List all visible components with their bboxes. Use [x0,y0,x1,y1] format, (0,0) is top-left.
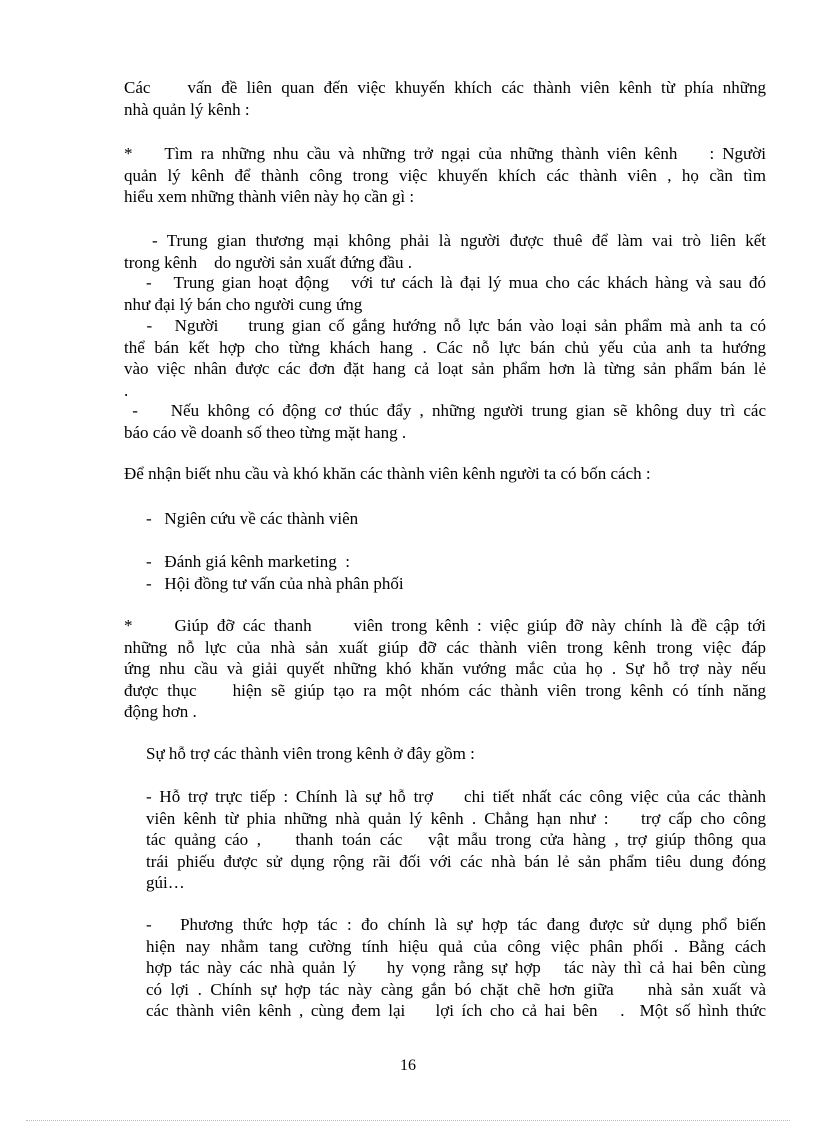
text-line: - Người trung gian cố gắng hướng nỗ lực bán vào loại sản phẩm mà anh ta có [124,316,766,335]
text-line: như đại lý bán cho người cung ứng [124,294,363,314]
text-line: - Hỗ trợ trực tiếp : Chính là sự hỗ trợ chi tiết nhất các công việc của các thành [146,787,766,806]
paragraph-intermediary-4 [124,400,766,443]
text-line: quản lý kênh để thành công trong việc khuyến khích các thành viên , họ cần tìm [124,165,766,185]
text-line: hợp tác này các nhà quản lý hy vọng rằng sự hợp tác này thì cả hai bên cùng [146,958,766,977]
paragraph-support-members [124,615,766,723]
text-line: tác quảng cáo , thanh toán các vật mẫu trong cửa hàng , trợ giúp thông qua [146,830,766,849]
paragraph-find-needs [124,143,766,208]
text-line: * Giúp đỡ các thanh viên trong kênh : việc giúp đỡ này chính là đề cập tới [124,616,766,635]
paragraph-intermediary-3 [124,315,766,401]
text-line: báo cáo về doanh số theo từng mặt hang . [124,422,407,442]
text-line: - Ngiên cứu về các thành viên [146,509,359,528]
text-line: các thành viên kênh , cùng đem lại lợi ích cho cả hai bên . Một số hình thức [146,1001,766,1020]
paragraph-direct-support [146,786,766,894]
text-line: trong kênh do người sản xuất đứng đầu . [124,252,413,272]
text-line: - Đánh giá kênh marketing : [146,552,350,571]
paragraph-four-ways [124,463,766,485]
text-line: vào việc nhân được các đơn đặt hang cả loạt sản phẩm hơn là từng sản phẩm bán lẻ [124,359,766,378]
text-line: Để nhận biết nhu cầu và khó khăn các thành viên kênh người ta có bốn cách : [124,464,651,483]
text-line: - Nếu không có động cơ thúc đẩy , những người trung gian sẽ không duy trì các [124,401,766,420]
text-line: những nỗ lực của nhà sản xuất giúp đỡ các thành viên trong kênh trong việc đáp [124,637,766,657]
text-line: - Trung gian hoạt động với tư cách là đại lý mua cho các khách hàng và sau đó [124,273,766,292]
text-line: ứng nhu cầu và giải quyết những khó khăn vướng mắc của họ . Sự hỗ trợ này nếu [124,659,766,678]
text-line: - Phương thức hợp tác : đo chính là sự hợp tác đang được sử dụng phổ biến [146,915,766,934]
text-line: - Trung gian thương mại không phải là người được thuê để làm vai trò liên kết [124,231,766,250]
text-line: nhà quản lý kênh : [124,99,250,119]
text-line: - Hội đồng tư vấn của nhà phân phối [146,573,404,593]
list-item-research [146,508,766,530]
page-number: 16 [400,1057,416,1074]
text-line: viên kênh từ phia những nhà quản lý kênh . Chẳng hạn như : trợ cấp cho công [146,808,766,828]
list-items-evaluation [146,551,766,594]
paragraph-intermediary-1 [124,230,766,273]
text-line: hiểu xem những thành viên này họ cần gì : [124,187,415,206]
paragraph-cooperation [146,914,766,1022]
text-line: * Tìm ra những nhu cầu và những trở ngại của những thành viên kênh : Người [124,144,766,163]
text-line: Các vấn đề liên quan đến việc khuyến khích các thành viên kênh từ phía những [124,78,766,97]
page-bottom-divider [26,1120,790,1121]
paragraph-intermediary-2 [124,272,766,315]
text-line: có lợi . Chính sự hợp tác này càng gắn bó chặt chẽ hơn giữa nhà sản xuất và [146,979,766,999]
text-line: . [124,380,129,400]
paragraph-support-includes [146,743,766,765]
text-line: được thục hiện sẽ giúp tạo ra một nhóm các thành viên trong kênh có tính năng [124,680,766,700]
text-line: Sự hỗ trợ các thành viên trong kênh ở đây gồm : [146,744,475,763]
text-line: động hơn . [124,702,197,721]
paragraph-intro [124,77,766,120]
text-line: hiện nay nhằm tang cường tính hiệu quả của công việc phân phối . Bằng cách [146,936,766,956]
text-line: thể bán kết hợp cho từng khách hang . Các nỗ lực bán chủ yếu của anh ta hướng [124,337,766,357]
text-line: gúi… [146,873,185,892]
text-line: trái phiếu được sử dụng rộng rãi đối với các nhà bán lẻ sản phẩm tiêu dung đóng [146,851,766,871]
